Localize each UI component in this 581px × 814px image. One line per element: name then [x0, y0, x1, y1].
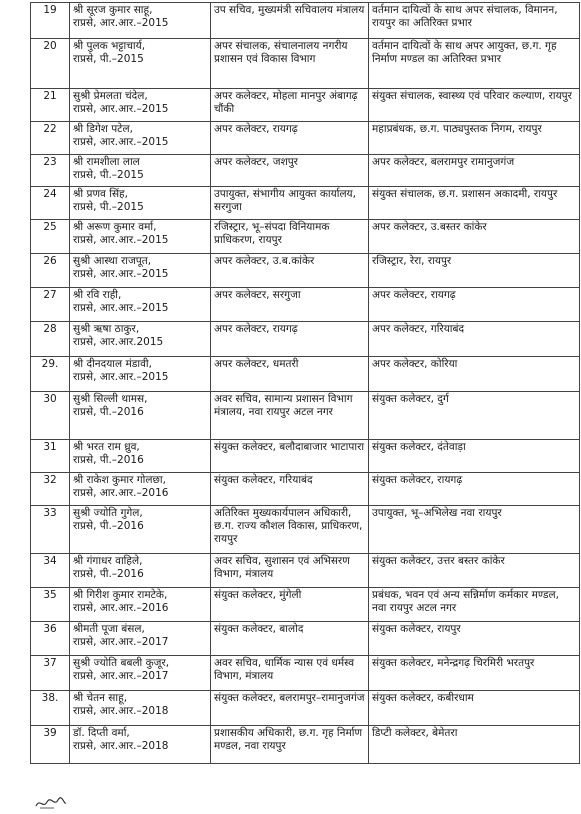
current-posting: अपर कलेक्टर, जशपुर [211, 155, 369, 187]
serial-number: 37 [31, 656, 70, 691]
officer-service-batch: राप्रसे, आर.आर.–2015 [73, 371, 169, 383]
officer-name: सुश्री ज्योति गुगेल, [73, 507, 143, 519]
new-posting: वर्तमान दायित्वों के साथ अपर आयुक्त, छ.ग. गृह निर्माण मण्डल का अतिरिक्त प्रभार [369, 39, 580, 89]
officer-name-cell [70, 155, 211, 187]
officer-service-batch: राप्रसे, पी.–2016 [73, 520, 144, 532]
serial-number: 34 [31, 554, 70, 588]
officer-name-cell [70, 357, 211, 392]
officer-name: डॉ. दिप्ती वर्मा, [73, 727, 130, 739]
officer-name-cell [70, 392, 211, 440]
new-posting: संयुक्त कलेक्टर, कबीरधाम [369, 691, 580, 726]
new-posting: संयुक्त कलेक्टर, मनेन्द्रगढ़ चिरमिरी भरतपुर [369, 656, 580, 691]
officer-name-cell [70, 39, 211, 89]
table-row [31, 220, 580, 254]
serial-number: 20 [31, 39, 70, 89]
serial-number: 26 [31, 254, 70, 288]
table-row [31, 288, 580, 322]
officer-name-cell [70, 288, 211, 322]
serial-number: 25 [31, 220, 70, 254]
current-posting: अपर कलेक्टर, मोहला मानपुर अंबागढ़ चौंकी [211, 89, 369, 122]
table-row [31, 440, 580, 473]
current-posting: अपर कलेक्टर, रायगढ़ [211, 122, 369, 155]
officer-name: श्रीमती पूजा बंसल, [73, 623, 145, 635]
table-row [31, 588, 580, 622]
officer-name: श्री गिरीश कुमार रामटेके, [73, 589, 168, 601]
officer-service-batch: राप्रसे, आर.आर.–2018 [73, 705, 169, 717]
new-posting: अपर कलेक्टर, गरियाबंद [369, 322, 580, 357]
table-row [31, 155, 580, 187]
new-posting: संयुक्त संचालक, छ.ग. प्रशासन अकादमी, रायपुर [369, 187, 580, 220]
new-posting: वर्तमान दायित्वों के साथ अपर संचालक, विमानन, रायपुर का अतिरिक्त प्रभार [369, 3, 580, 39]
new-posting: संयुक्त कलेक्टर, रायगढ़ [369, 473, 580, 506]
officer-name: श्री भरत राम ध्रुव, [73, 441, 140, 453]
new-posting: अपर कलेक्टर, कोरिया [369, 357, 580, 392]
officer-name-cell [70, 187, 211, 220]
officer-name: श्री रवि राही, [73, 289, 122, 301]
serial-number: 38. [31, 691, 70, 726]
officer-service-batch: राप्रसे, आर.आर.–2015 [73, 302, 169, 314]
officer-service-batch: राप्रसे, आर.आर.–2016 [73, 602, 169, 614]
serial-number: 21 [31, 89, 70, 122]
signature-mark [34, 795, 68, 809]
officer-name-cell [70, 322, 211, 357]
new-posting: संयुक्त कलेक्टर, दुर्ग [369, 392, 580, 440]
officer-name: श्री चेतन साहू, [73, 692, 128, 704]
serial-number: 32 [31, 473, 70, 506]
new-posting: रजिस्ट्रार, रेरा, रायपुर [369, 254, 580, 288]
officer-service-batch: राप्रसे, पी.–2015 [73, 169, 144, 181]
new-posting: अपर कलेक्टर, बलरामपुर रामानुजगंज [369, 155, 580, 187]
new-posting: डिप्टी कलेक्टर, बेमेतरा [369, 726, 580, 764]
serial-number: 36 [31, 622, 70, 656]
officer-service-batch: राप्रसे, पी.–2016 [73, 406, 144, 418]
table-row [31, 622, 580, 656]
current-posting: संयुक्त कलेक्टर, बलरामपुर–रामानुजगंज [211, 691, 369, 726]
new-posting: अपर कलेक्टर, उ.बस्तर कांकेर [369, 220, 580, 254]
officer-name: सुश्री प्रेमलता चंदेल, [73, 90, 148, 102]
table-row [31, 39, 580, 89]
serial-number: 27 [31, 288, 70, 322]
current-posting: अवर सचिव, सुशासन एवं अभिसरण विभाग, मंत्रालय [211, 554, 369, 588]
current-posting: अवर सचिव, धार्मिक न्यास एवं धर्मस्व विभाग, मंत्रालय [211, 656, 369, 691]
officer-name: श्री दीनदयाल मंडावी, [73, 358, 152, 370]
officer-service-batch: राप्रसे, आर.आर.–2017 [73, 636, 169, 648]
new-posting: संयुक्त कलेक्टर, रायपुर [369, 622, 580, 656]
officer-service-batch: राप्रसे, आर.आर.–2015 [73, 103, 169, 115]
officer-name: सुश्री ज्योति बबली कुजूर, [73, 657, 170, 669]
new-posting: उपायुक्त, भू–अभिलेख नवा रायपुर [369, 506, 580, 554]
current-posting: अवर सचिव, सामान्य प्रशासन विभाग मंत्रालय, नवा रायपुर अटल नगर [211, 392, 369, 440]
serial-number: 24 [31, 187, 70, 220]
officer-name-cell [70, 440, 211, 473]
officer-name: सुश्री आस्था राजपूत, [73, 255, 152, 267]
officer-name-cell [70, 3, 211, 39]
officer-service-batch: राप्रसे, आर.आर.–2018 [73, 740, 169, 752]
serial-number: 22 [31, 122, 70, 155]
current-posting: अपर संचालक, संचालनालय नगरीय प्रशासन एवं विकास विभाग [211, 39, 369, 89]
serial-number: 39 [31, 726, 70, 764]
serial-number: 29. [31, 357, 70, 392]
current-posting: संयुक्त कलेक्टर, बलौदाबाजार भाटापारा [211, 440, 369, 473]
serial-number: 35 [31, 588, 70, 622]
current-posting: उप सचिव, मुख्यमंत्री सचिवालय मंत्रालय [211, 3, 369, 39]
serial-number: 30 [31, 392, 70, 440]
officer-service-batch: राप्रसे, आर.आर.–2015 [73, 17, 169, 29]
table-row [31, 187, 580, 220]
new-posting: प्रबंधक, भवन एवं अन्य सन्निर्माण कर्मकार मण्डल, नवा रायपुर अटल नगर [369, 588, 580, 622]
new-posting: संयुक्त कलेक्टर, दंतेवाड़ा [369, 440, 580, 473]
officer-name-cell [70, 691, 211, 726]
new-posting: महाप्रबंधक, छ.ग. पाठ्यपुस्तक निगम, रायपुर [369, 122, 580, 155]
officer-name-cell [70, 254, 211, 288]
serial-number: 19 [31, 3, 70, 39]
new-posting: संयुक्त कलेक्टर, उत्तर बस्तर कांकेर [369, 554, 580, 588]
officer-name-cell [70, 656, 211, 691]
table-row [31, 89, 580, 122]
officer-name: श्री पुलक भट्टाचार्य, [73, 40, 146, 52]
officer-service-batch: राप्रसे, पी.–2016 [73, 568, 144, 580]
serial-number: 33 [31, 506, 70, 554]
officer-name: श्री प्रणव सिंह, [73, 188, 128, 200]
table-row [31, 254, 580, 288]
transfer-order-table [30, 2, 580, 764]
officer-name-cell [70, 89, 211, 122]
current-posting: अपर कलेक्टर, रायगढ़ [211, 322, 369, 357]
table-row [31, 392, 580, 440]
current-posting: अपर कलेक्टर, धमतरी [211, 357, 369, 392]
serial-number: 28 [31, 322, 70, 357]
officer-service-batch: राप्रसे, आर.आर.–2016 [73, 487, 169, 499]
officer-service-batch: राप्रसे, पी.–2016 [73, 454, 144, 466]
officer-name-cell [70, 588, 211, 622]
table-row [31, 357, 580, 392]
officer-name-cell [70, 220, 211, 254]
serial-number: 31 [31, 440, 70, 473]
officer-name-cell [70, 554, 211, 588]
officer-name-cell [70, 622, 211, 656]
table-row [31, 554, 580, 588]
officer-name: श्री सूरज कुमार साहू, [73, 4, 153, 16]
officer-service-batch: राप्रसे, आर.आर.–2015 [73, 268, 169, 280]
officer-service-batch: राप्रसे, पी.–2015 [73, 53, 144, 65]
table-row [31, 726, 580, 764]
officer-service-batch: राप्रसे, आर.आर.–2017 [73, 670, 169, 682]
current-posting: अतिरिक्त मुख्यकार्यपालन अधिकारी, छ.ग. राज्य कौशल विकास, प्राधिकरण, रायपुर [211, 506, 369, 554]
current-posting: अपर कलेक्टर, सरगुजा [211, 288, 369, 322]
current-posting: अपर कलेक्टर, उ.ब.कांकेर [211, 254, 369, 288]
officer-service-batch: राप्रसे, आर.आर.–2015 [73, 136, 169, 148]
current-posting: संयुक्त कलेक्टर, मुंगेली [211, 588, 369, 622]
officer-name: श्री राकेश कुमार गोलछा, [73, 474, 166, 486]
table-row [31, 656, 580, 691]
current-posting: संयुक्त कलेक्टर, बालोद [211, 622, 369, 656]
officer-name: श्री गंगाधर वाहिले, [73, 555, 143, 567]
officer-name: श्री डिगेश पटेल, [73, 123, 133, 135]
table-row [31, 473, 580, 506]
officer-name: सुश्री ऋषा ठाकुर, [73, 323, 140, 335]
officer-name: श्री रामशीला लाल [73, 156, 140, 168]
table-body [31, 3, 580, 764]
officer-name-cell [70, 122, 211, 155]
table-row [31, 691, 580, 726]
current-posting: प्रशासकीय अधिकारी, छ.ग. गृह निर्माण मण्डल, नवा रायपुर [211, 726, 369, 764]
signature-scribble-icon [34, 796, 68, 810]
current-posting: उपायुक्त, संभागीय आयुक्त कार्यालय, सरगुजा [211, 187, 369, 220]
table-row [31, 122, 580, 155]
serial-number: 23 [31, 155, 70, 187]
officer-name-cell [70, 506, 211, 554]
current-posting: रजिस्ट्रार, भू–संपदा विनियामक प्राधिकरण, रायपुर [211, 220, 369, 254]
officer-name-cell [70, 473, 211, 506]
new-posting: संयुक्त संचालक, स्वास्थ्य एवं परिवार कल्याण, रायपुर [369, 89, 580, 122]
table-row [31, 506, 580, 554]
officer-name: सुश्री सिल्ली थामस, [73, 393, 148, 405]
officer-service-batch: राप्रसे, पी.–2015 [73, 201, 144, 213]
table-row [31, 3, 580, 39]
new-posting: अपर कलेक्टर, रायगढ़ [369, 288, 580, 322]
officer-name-cell [70, 726, 211, 764]
table-row [31, 322, 580, 357]
current-posting: संयुक्त कलेक्टर, गरियाबंद [211, 473, 369, 506]
officer-name: श्री अरूण कुमार वर्मा, [73, 221, 157, 233]
officer-service-batch: राप्रसे, आर.आर.2015 [73, 336, 164, 348]
officer-service-batch: राप्रसे, आर.आर.–2015 [73, 234, 169, 246]
